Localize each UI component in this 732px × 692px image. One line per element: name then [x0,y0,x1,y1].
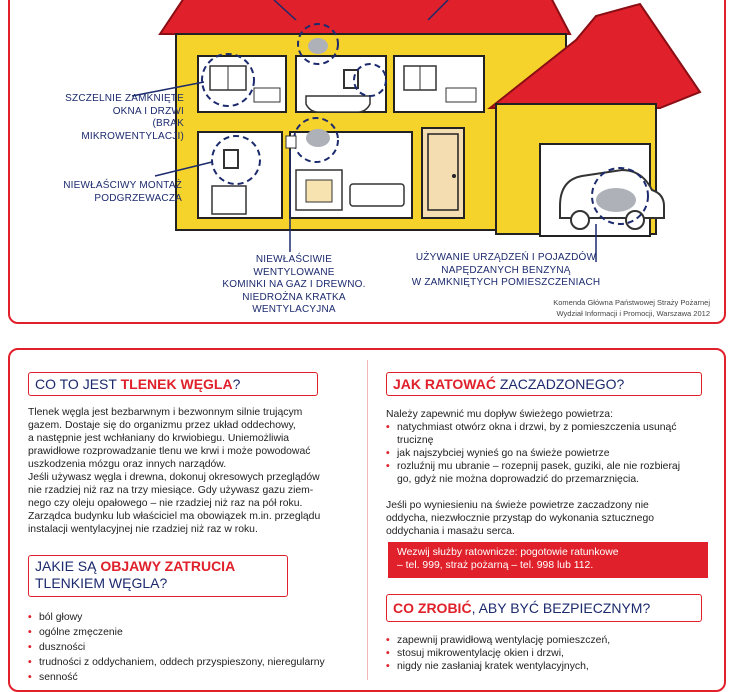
callout-line: OKNA I DRZWI [112,105,184,117]
callout-line: SZCZELNIE ZAMKNIĘTE [65,93,184,104]
heading-bold: CO ZROBIĆ [393,600,472,616]
heading-text: ? [232,376,241,392]
step-line: • rozluźnij mu ubranie – rozepnij pasek, guziki, ale nie rozbieraj [397,461,681,472]
text-line: Jeśli używasz węgla i drewna, dokonuj okresowych przeglądów [28,472,320,483]
symptom-item: • ogólne zmęczenie [28,625,358,640]
car-wheel [571,211,589,229]
heading-what-is-co [28,372,318,396]
callout-ventilation [218,254,370,317]
alert-line: – tel. 999, straż pożarną – tel. 998 lub 112. [397,560,594,571]
text-line: nie rzadziej niż raz na trzy miesiące. Gdy używasz gazu ziem- [28,485,314,496]
heading-safety [386,594,702,622]
credit-line: Wydział Informacji i Promocji, Warszawa 2012 [556,309,710,318]
heading-bold: TLENEK WĘGLA [120,376,233,392]
exhaust-cloud [596,188,636,212]
column-divider [367,360,368,680]
text-line: uszkodzenia mózgu oraz innych narządów. [28,459,227,470]
text-line: prawidłowe rozprowadzanie tlenu we krwi i może powodować [28,446,311,457]
symptom-item: • ból głowy [28,610,358,625]
heading-bold: OBJAWY ZATRUCIA [100,558,236,574]
symptoms-list [28,610,358,685]
heading-bold: JAK RATOWAĆ [393,376,496,392]
step-line: go, gdyż nie można doprowadzić do przemarznięcia. [397,474,639,485]
heading-text: CO TO JEST [35,376,121,392]
safety-tip: • nigdy nie zasłaniaj kratek wentylacyjnych, [386,660,704,673]
emergency-numbers-banner [388,542,708,578]
alert-line: Wezwij służby ratownicze: pogotowie ratunkowe [397,547,619,558]
callout-vehicles [410,252,602,290]
credit-line: Komenda Główna Państwowej Straży Pożarnej [553,298,710,307]
cpr-instruction [386,499,706,538]
text-line: a następnie jest wchłaniany do krwiobiegu. Uniemożliwia [28,433,290,444]
text-line: instalacji wentylacyjnej nie rzadziej niż raz w roku. [28,524,258,535]
callout-line: NAPĘDZANYCH BENZYNĄ [441,264,571,276]
safety-tip: • zapewnij prawidłową wentylację pomieszczeń, [386,634,704,647]
symptom-item: • trudności z oddychaniem, oddech przyspieszony, nieregularny [28,655,358,670]
heading-text: ? [159,575,168,591]
callout-line: KOMINKI NA GAZ I DREWNO. [222,279,366,290]
water-heater [224,150,238,168]
heading-text: , ABY BYĆ BEZPIECZNYM? [471,600,651,616]
heading-symptoms [28,555,288,597]
step-line: truciznę [397,435,434,446]
car-wheel [626,211,644,229]
safety-tips [386,634,704,673]
callout-line: (BRAK MIKROWENTYLACJI) [81,118,184,142]
main-roof [160,0,570,34]
symptom-item: • senność [28,670,358,685]
callout-line: UŻYWANIE URZĄDZEŃ I POJAZDÓW [415,252,597,263]
callout-line: WENTYLACYJNA [252,304,336,315]
rescue-step [386,421,704,447]
heading-text: TLENKIEM WĘGLA [35,575,160,591]
rescue-intro: Należy zapewnić mu dopływ świeżego powietrza: [386,409,613,420]
safety-tip: • stosuj mikrowentylację okien i drzwi, [386,647,704,660]
text-line: nego czy oleju opałowego – nie rzadziej niż raz na pół roku. [28,498,303,509]
heading-text: JAKIE SĄ [35,558,101,574]
step-line: • jak najszybciej wynieś go na świeże powietrze [397,448,610,459]
callout-line: NIEDROŻNA KRATKA [242,291,346,303]
text-line: oddychania i masażu serca. [386,526,515,537]
text-line: Jeśli po wyniesieniu na świeże powietrze zaczadzony nie [386,500,649,511]
callout-line: NIEWŁAŚCIWY MONTAŻ [63,180,182,191]
rescue-steps [386,421,704,486]
heading-rescue [386,372,702,396]
text-line: Zarządca budynku lub właściciel ma obowiązek m.in. przeglądu [28,511,321,522]
callout-line: NIEWŁAŚCIWIE WENTYLOWANE [253,254,335,278]
callout-sealed-windows [58,93,184,143]
co-description [28,406,353,536]
rescue-step [386,447,704,460]
callout-heater [62,180,182,205]
callout-line: PODGRZEWACZA [94,192,182,204]
callout-line: W ZAMKNIĘTYCH POMIESZCZENIACH [411,277,601,288]
heading-text: ZACZADZONEGO? [495,376,625,392]
credit [553,298,710,318]
symptom-item: • duszności [28,640,358,655]
rescue-step [386,460,704,486]
text-line: gazem. Dostaje się do organizmu przez układ oddechowy, [28,420,296,431]
step-line: • natychmiast otwórz okna i drzwi, by z pomieszczenia usunąć [397,422,677,433]
text-line: oddycha, niezwłocznie przystąp do wykonania sztucznego [386,513,655,524]
text-line: Tlenek węgla jest bezbarwnym i bezwonnym silnie trującym [28,407,303,418]
